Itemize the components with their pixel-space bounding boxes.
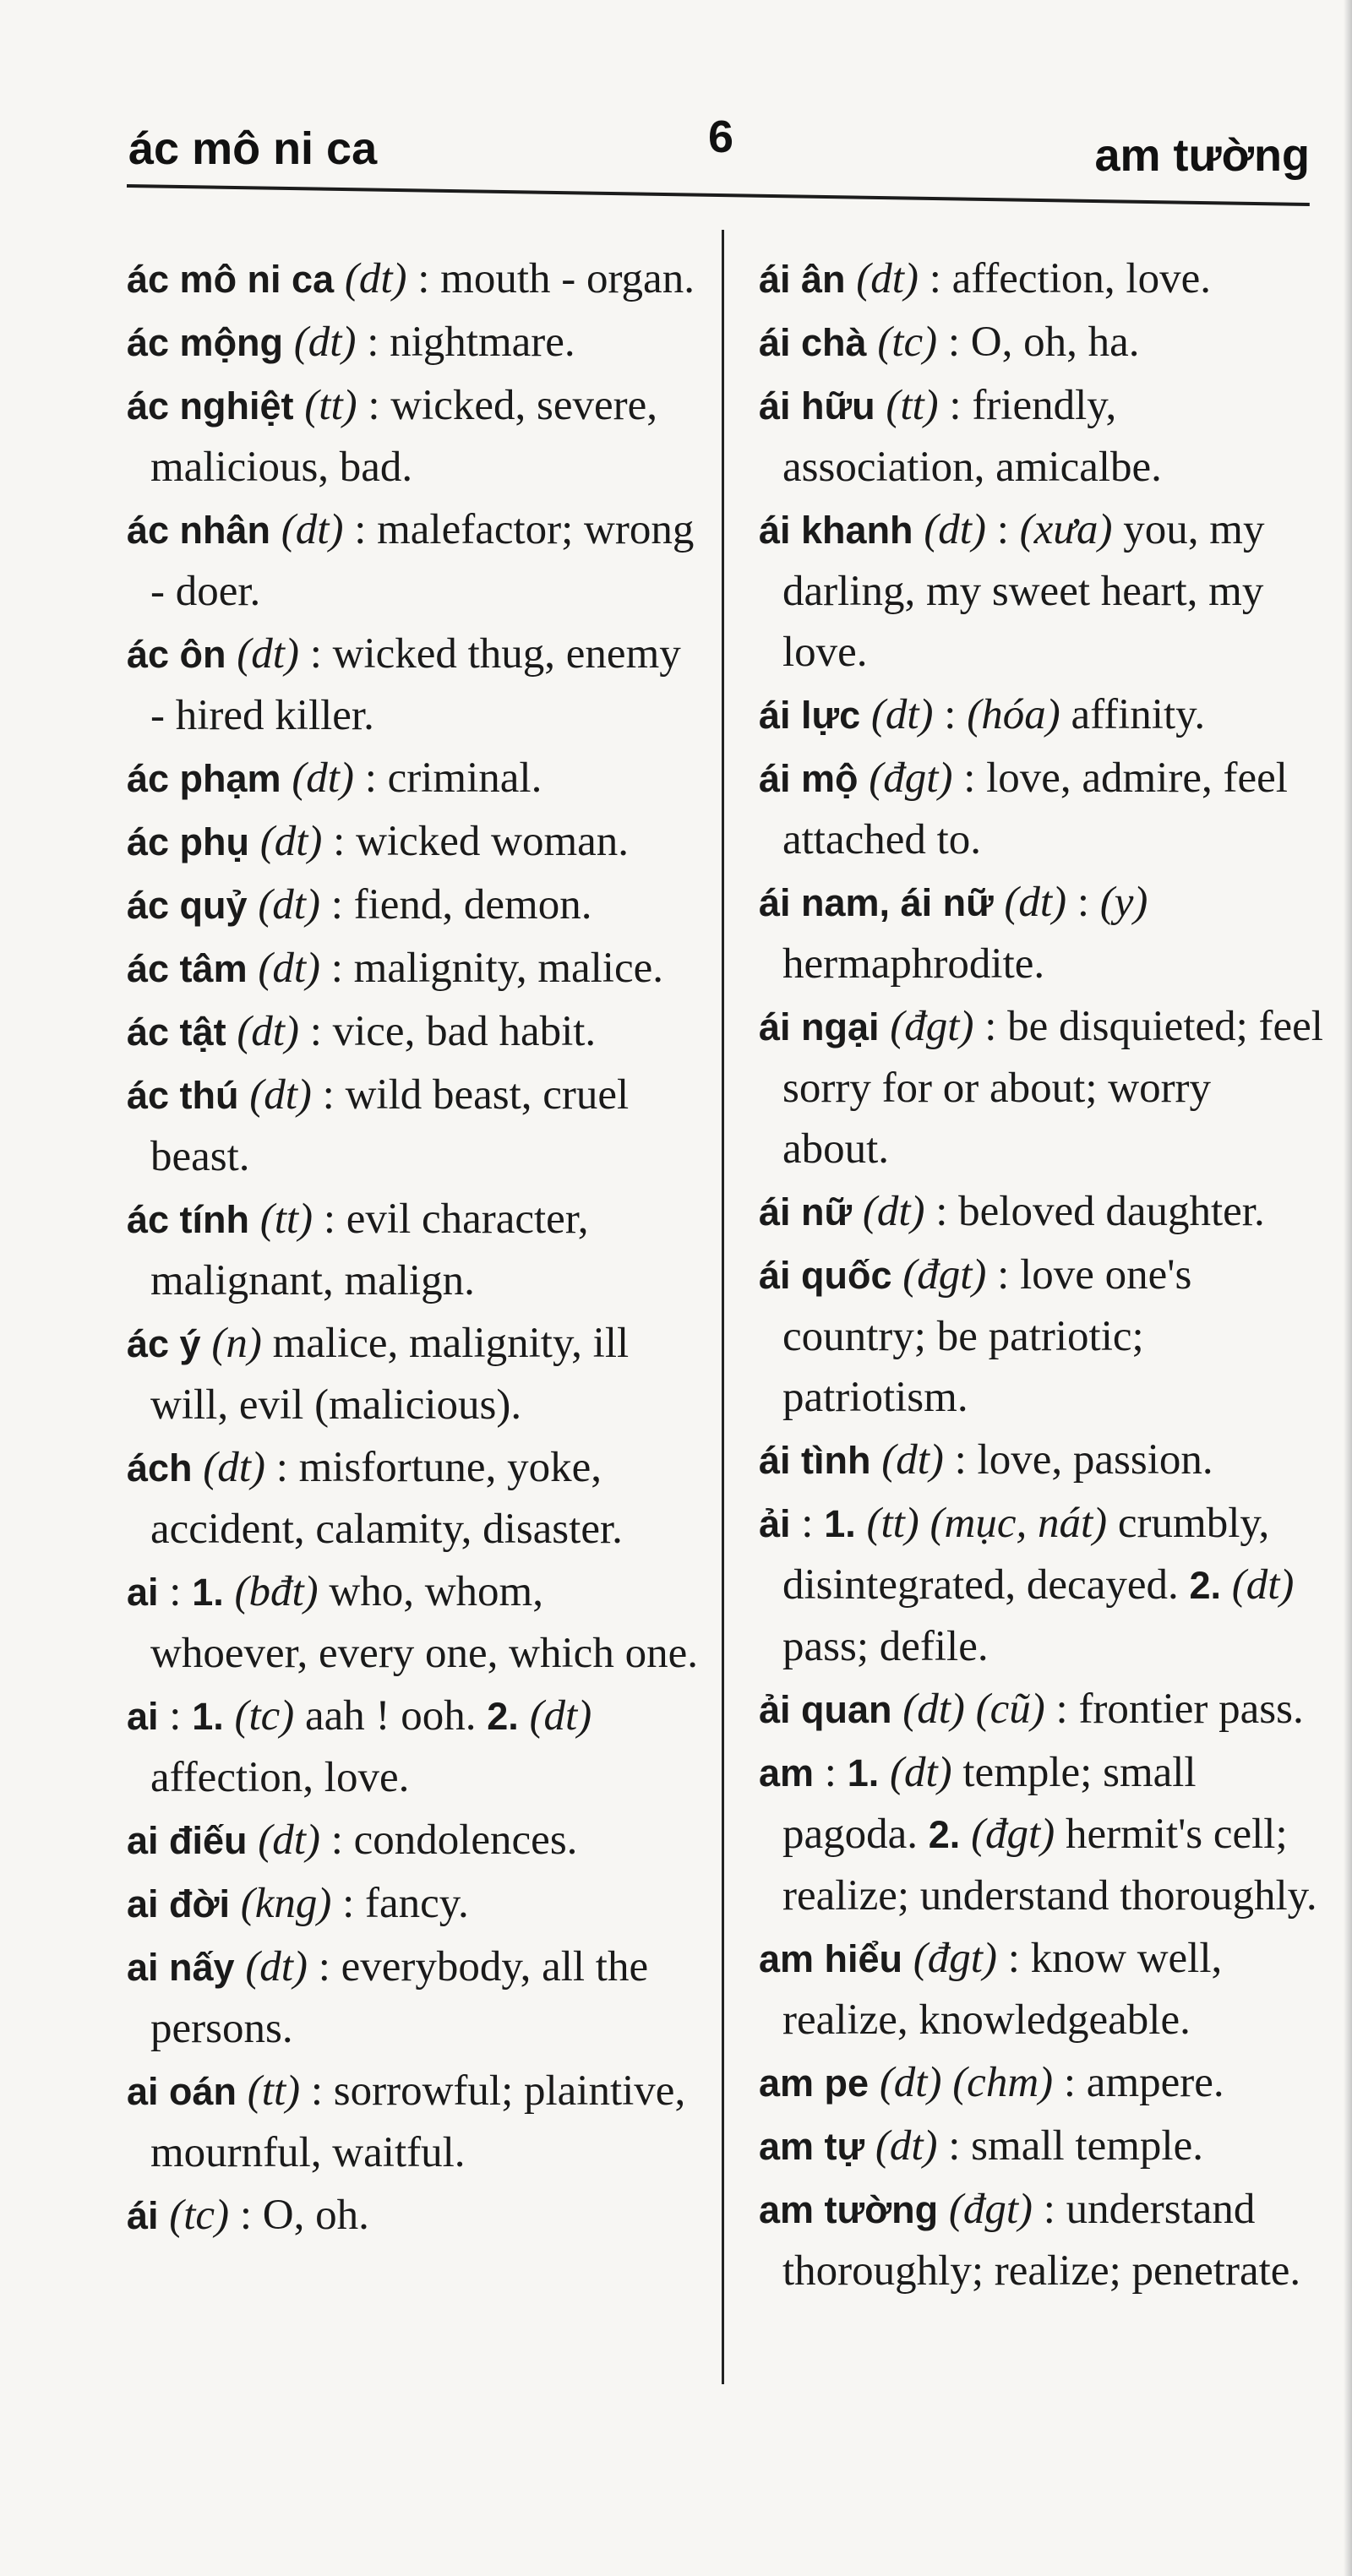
grammar-label: (tc) [234, 1692, 295, 1740]
headword: ác tính [127, 1198, 250, 1241]
definition-text: : wild beast, cruel beast. [150, 1071, 630, 1180]
definition-text [294, 382, 305, 429]
definition-text: hermaphrodite. [782, 940, 1045, 988]
definition-text: : everybody, all the persons. [150, 1943, 649, 2052]
definition-text [892, 1686, 903, 1733]
definition-text [879, 1749, 890, 1796]
definition-text [892, 1251, 903, 1299]
definition-text: : love, passion. [943, 1436, 1213, 1484]
headword: am hiểu [759, 1937, 903, 1980]
definition-text [871, 1436, 882, 1484]
header-rule [127, 184, 1310, 206]
grammar-label: (dt) [890, 1749, 952, 1796]
definition-text: : love one's country; be patriotic; patriotism. [782, 1251, 1192, 1421]
definition-text: : [158, 1692, 193, 1740]
definition-text: malice, malignity, ill will, evil (malicious). [150, 1320, 630, 1429]
grammar-label: (dt) [924, 506, 986, 553]
dictionary-entry [127, 1189, 701, 1311]
definition-text: : malefactor; wrong - doer. [150, 506, 695, 615]
definition-text: : ampere. [1053, 2059, 1224, 2106]
definition-text: : O, oh, ha. [937, 319, 1140, 366]
definition-text [856, 1500, 867, 1547]
dictionary-entry [127, 1437, 701, 1560]
headword: am tự [759, 2125, 865, 2168]
definition-text: : vice, bad habit. [298, 1008, 597, 1055]
definition-text: : [158, 1568, 193, 1615]
definition-text: : understand thoroughly; realize; penetrate. [782, 2186, 1301, 2295]
dictionary-entry [759, 1244, 1325, 1428]
definition-text [864, 2122, 875, 2170]
dictionary-entry [759, 312, 1325, 373]
headword: ác tâm [127, 947, 248, 990]
headword: ái mộ [759, 757, 859, 800]
definition-text: : [933, 691, 968, 738]
definition-text [270, 506, 281, 553]
headword: ái khanh [759, 509, 913, 552]
sense-number: 1. [192, 1571, 224, 1614]
definition-text [249, 1195, 260, 1243]
dictionary-entry [759, 748, 1325, 870]
grammar-label: (dt) [875, 2122, 938, 2170]
dictionary-entry [759, 2179, 1325, 2301]
definition-text: : evil character, malignant, malign. [150, 1195, 589, 1304]
definition-text: : [790, 1500, 825, 1547]
headword: ái chà [759, 321, 867, 364]
grammar-label: (tt) [304, 382, 357, 429]
headword: ai [127, 1695, 159, 1738]
definition-text: : [1066, 879, 1100, 926]
definition-text: : nightmare. [356, 319, 575, 366]
dictionary-entry [759, 1742, 1325, 1926]
definition-text: : affection, love. [918, 255, 1211, 302]
headword: am pe [759, 2061, 870, 2105]
dictionary-entry [759, 1181, 1325, 1243]
dictionary-entry [127, 1686, 701, 1808]
definition-text: pass; defile. [782, 1623, 989, 1670]
definition-text: : fiend, demon. [319, 881, 592, 929]
dictionary-entry [759, 872, 1325, 994]
definition-text [248, 945, 259, 992]
headword: ái hữu [759, 384, 875, 428]
definition-text [938, 2186, 949, 2233]
dictionary-entry [127, 1001, 701, 1063]
definition-text [201, 1320, 212, 1367]
grammar-label: (n) [211, 1320, 262, 1367]
headword: ác nhân [127, 509, 271, 552]
dictionary-entry [759, 2116, 1325, 2177]
dictionary-entry [127, 748, 701, 809]
page-number: 6 [708, 112, 734, 162]
headword: ải quan [759, 1688, 892, 1731]
dictionary-entry [759, 2052, 1325, 2114]
sense-number: 1. [847, 1751, 880, 1794]
definition-text [960, 1811, 971, 1858]
headword: ái ân [759, 258, 846, 301]
definition-text [880, 1003, 891, 1050]
definition-text [224, 1692, 235, 1740]
definition-text [913, 506, 924, 553]
definition-text [224, 1568, 235, 1615]
sense-number: 2. [487, 1695, 519, 1738]
grammar-label: (tt) [886, 382, 939, 429]
headword: ác tật [127, 1010, 226, 1054]
definition-text [159, 2192, 170, 2239]
dictionary-entry [127, 1810, 701, 1871]
definition-text: : wicked woman. [322, 818, 629, 865]
definition-text [235, 1943, 246, 1991]
dictionary-entry [127, 1873, 701, 1935]
dictionary-entry [759, 1928, 1325, 2050]
definition-text: : frontier pass. [1044, 1686, 1304, 1733]
definition-text: hermit's cell; realize; understand thoroughly. [782, 1811, 1317, 1920]
headword: ác ôn [127, 633, 226, 676]
definition-text: : wicked, severe, malicious, bad. [150, 382, 658, 491]
grammar-label: (tc) [877, 319, 938, 366]
headword: ác thú [127, 1074, 239, 1117]
dictionary-entry [127, 1561, 701, 1684]
dictionary-entry [759, 1493, 1325, 1677]
dictionary-entry [759, 248, 1325, 310]
grammar-label: (tt) (mục, nát) [866, 1500, 1108, 1547]
dictionary-entry [759, 1430, 1325, 1491]
dictionary-entry [759, 996, 1325, 1179]
dictionary-entry [127, 312, 701, 373]
definition-text: : [814, 1749, 848, 1796]
grammar-label: (y) [1099, 879, 1148, 926]
grammar-label: (tt) [259, 1195, 313, 1243]
headword: ác phụ [127, 820, 250, 863]
definition-text: temple; small pagoda. [782, 1749, 1197, 1858]
definition-text [237, 2067, 248, 2115]
grammar-label: (dt) [245, 1943, 308, 1991]
dictionary-entry [127, 1065, 701, 1187]
definition-text: : be disquieted; feel sorry for or about; worry about. [782, 1003, 1323, 1173]
definition-text: : wicked thug, enemy - hired killer. [150, 630, 681, 739]
definition-text [239, 1071, 250, 1119]
dictionary-entry [127, 375, 701, 498]
right-column [759, 248, 1325, 2303]
definition-text: you, my darling, my sweet heart, my love. [782, 506, 1265, 676]
headword: ác mộng [127, 321, 284, 364]
definition-text: : misfortune, yoke, accident, calamity, disaster. [150, 1444, 623, 1553]
grammar-label: (đgt) [869, 754, 953, 802]
definition-text [281, 754, 292, 802]
definition-text [902, 1935, 913, 1982]
grammar-label: (dt) [258, 881, 320, 929]
sense-number: 1. [192, 1695, 224, 1738]
headword: ai [127, 1571, 159, 1614]
grammar-label: (xưa) [1019, 506, 1113, 553]
grammar-label: (dt) [870, 691, 934, 738]
dictionary-entry [127, 499, 701, 622]
definition-text [226, 630, 237, 678]
definition-text: : malignity, malice. [319, 945, 663, 992]
grammar-label: (dt) (chm) [879, 2059, 1054, 2106]
definition-text: : sorrowful; plaintive, mournful, waitful. [150, 2067, 686, 2176]
definition-text: : small temple. [937, 2122, 1203, 2170]
grammar-label: (dt) [529, 1692, 592, 1740]
headword: ái lực [759, 694, 861, 737]
definition-text [860, 691, 871, 738]
guide-word-left: ác mô ni ca [128, 123, 378, 174]
headword: ách [127, 1446, 193, 1490]
headword: ác quỷ [127, 884, 248, 927]
definition-text [334, 255, 345, 302]
sense-number: 1. [824, 1502, 856, 1545]
definition-text: : beloved daughter. [924, 1188, 1265, 1235]
definition-text [859, 754, 870, 802]
dictionary-entry [759, 684, 1325, 746]
headword: am tường [759, 2188, 939, 2231]
grammar-label: (hóa) [967, 691, 1060, 738]
column-divider [722, 230, 724, 2384]
definition-text: : O, oh. [229, 2192, 369, 2239]
dictionary-entry [127, 2185, 701, 2247]
headword: ải [759, 1502, 791, 1545]
definition-text [249, 818, 260, 865]
sense-number: 2. [1189, 1564, 1221, 1607]
definition-text [230, 1880, 241, 1927]
grammar-label: (đgt) [902, 1251, 987, 1299]
definition-text: affection, love. [150, 1754, 410, 1801]
definition-text [193, 1444, 204, 1491]
dictionary-entry [127, 874, 701, 936]
guide-word-right: am tường [1094, 130, 1310, 181]
grammar-label: (tt) [247, 2067, 301, 2115]
definition-text [994, 879, 1005, 926]
grammar-label: (dt) [1004, 879, 1067, 926]
grammar-label: (dt) (cũ) [902, 1686, 1045, 1733]
definition-text: : love, admire, feel attached to. [782, 754, 1288, 863]
grammar-label: (dt) [862, 1188, 925, 1235]
grammar-label: (dt) [237, 630, 299, 678]
left-column [127, 248, 701, 2248]
definition-text: affinity. [1060, 691, 1206, 738]
headword: ác mô ni ca [127, 258, 335, 301]
headword: ác nghiệt [127, 384, 294, 428]
definition-text [226, 1008, 237, 1055]
definition-text: aah ! ooh. [294, 1692, 488, 1740]
definition-text: : mouth - organ. [406, 255, 695, 302]
headword: ái nam, ái nữ [759, 881, 994, 924]
definition-text: : know well, realize, knowledgeable. [782, 1935, 1223, 2044]
definition-text [519, 1692, 530, 1740]
headword: ái [127, 2194, 159, 2237]
headword: ái tình [759, 1439, 871, 1482]
definition-text [852, 1188, 863, 1235]
definition-text [248, 1816, 259, 1864]
dictionary-entry [127, 624, 701, 746]
grammar-label: (dt) [292, 754, 354, 802]
grammar-label: (dt) [258, 945, 320, 992]
grammar-label: (dt) [293, 319, 357, 366]
definition-text: : condolences. [319, 1816, 578, 1864]
grammar-label: (dt) [203, 1444, 265, 1491]
grammar-label: (dt) [856, 255, 919, 302]
grammar-label: (tc) [169, 2192, 230, 2239]
definition-text: crumbly, disintegrated, decayed. [782, 1500, 1270, 1609]
grammar-label: (dt) [258, 1816, 320, 1864]
definition-text: : [985, 506, 1020, 553]
definition-text [283, 319, 294, 366]
headword: am [759, 1751, 815, 1794]
headword: ai nấy [127, 1946, 235, 1989]
headword: ác phạm [127, 757, 281, 800]
dictionary-entry [127, 1936, 701, 2059]
headword: ái ngại [759, 1005, 880, 1048]
sense-number: 2. [928, 1813, 961, 1856]
grammar-label: (dt) [281, 506, 344, 553]
definition-text [869, 2059, 880, 2106]
page-edge [1344, 0, 1352, 2576]
definition-text [867, 319, 878, 366]
grammar-label: (dt) [344, 255, 407, 302]
dictionary-entry [127, 248, 701, 310]
definition-text: who, whom, whoever, every one, which one. [150, 1568, 698, 1677]
definition-text [875, 382, 886, 429]
headword: ái quốc [759, 1254, 892, 1297]
grammar-label: (kng) [240, 1880, 332, 1927]
grammar-label: (bđt) [234, 1568, 319, 1615]
definition-text: : friendly, association, amicalbe. [782, 382, 1162, 491]
grammar-label: (đgt) [948, 2186, 1033, 2233]
definition-text [1221, 1561, 1232, 1609]
grammar-label: (dt) [237, 1008, 299, 1055]
definition-text: : fancy. [331, 1880, 469, 1927]
dictionary-entry [759, 375, 1325, 498]
headword: ai oán [127, 2070, 237, 2113]
dictionary-entry [127, 811, 701, 873]
grammar-label: (đgt) [913, 1935, 997, 1982]
headword: ái nữ [759, 1190, 853, 1234]
grammar-label: (đgt) [971, 1811, 1055, 1858]
definition-text: : criminal. [353, 754, 542, 802]
page-header [127, 100, 1310, 184]
dictionary-entry [127, 938, 701, 999]
dictionary-entry [759, 499, 1325, 683]
headword: ai điếu [127, 1819, 248, 1862]
headword: ác ý [127, 1322, 201, 1365]
grammar-label: (dt) [881, 1436, 944, 1484]
grammar-label: (dt) [1231, 1561, 1295, 1609]
grammar-label: (dt) [249, 1071, 312, 1119]
dictionary-entry [759, 1679, 1325, 1740]
definition-text [846, 255, 857, 302]
dictionary-entry [127, 1313, 701, 1435]
grammar-label: (dt) [259, 818, 323, 865]
definition-text [248, 881, 259, 929]
dictionary-entry [127, 2061, 701, 2183]
grammar-label: (đgt) [890, 1003, 974, 1050]
headword: ai đời [127, 1882, 231, 1925]
